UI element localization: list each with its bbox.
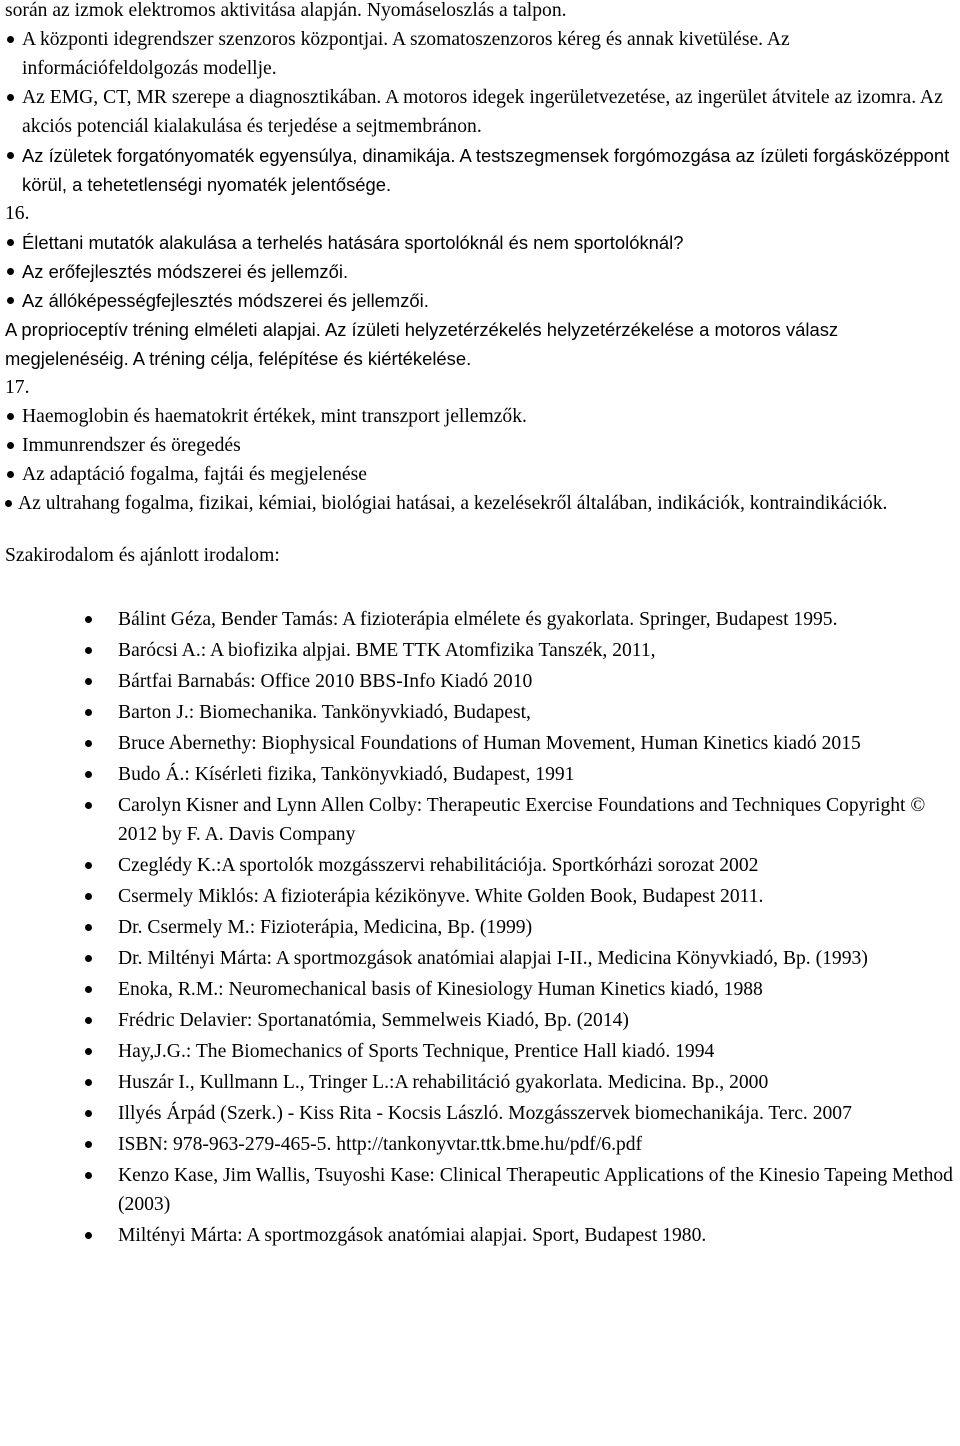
reference-item <box>0 1221 960 1250</box>
reference-text: Carolyn Kisner and Lynn Allen Colby: Therapeutic Exercise Foundations and Techniques Copyright © 2012 by F. A. Davis Company <box>118 795 926 845</box>
bullet-item <box>0 489 960 518</box>
bullet-icon <box>85 616 92 623</box>
bullet-icon <box>7 36 14 43</box>
reference-text: Frédric Delavier: Sportanatómia, Semmelweis Kiadó, Bp. (2014) <box>118 1010 629 1031</box>
bullet-icon <box>85 955 92 962</box>
bullet-icon <box>7 152 14 159</box>
bullet-icon <box>85 1048 92 1055</box>
bullet-icon <box>85 709 92 716</box>
reference-item <box>0 975 960 1004</box>
section-topics <box>0 0 960 518</box>
bullet-item <box>0 25 960 83</box>
reference-text: Bruce Abernethy: Biophysical Foundations of Human Movement, Human Kinetics kiadó 2015 <box>118 733 861 754</box>
reference-item <box>0 791 960 849</box>
bullet-item <box>0 141 960 199</box>
reference-text: Budo Á.: Kísérleti fizika, Tankönyvkiadó, Budapest, 1991 <box>118 764 575 785</box>
text-line: során az izmok elektromos aktivitása alapján. Nyomáseloszlás a talpon. <box>5 0 567 21</box>
reference-item <box>0 760 960 789</box>
section-number: 16. <box>5 203 30 224</box>
reference-item <box>0 636 960 665</box>
reference-text: Illyés Árpád (Szerk.) - Kiss Rita - Kocsis László. Mozgásszervek biomechanikája. Terc. 2007 <box>118 1103 852 1124</box>
reference-item <box>0 1099 960 1128</box>
reference-item <box>0 913 960 942</box>
bullet-item <box>0 257 960 286</box>
bullet-text: Az erőfejlesztés módszerei és jellemzői. <box>22 261 349 282</box>
bullet-icon <box>7 442 14 449</box>
bullet-icon <box>85 893 92 900</box>
bullet-icon <box>85 1079 92 1086</box>
bullet-icon <box>7 471 14 478</box>
section-number: 17. <box>5 377 30 398</box>
bullet-item <box>0 83 960 141</box>
reference-item <box>0 944 960 973</box>
reference-item <box>0 605 960 634</box>
bullet-item <box>0 228 960 257</box>
reference-text: Enoka, R.M.: Neuromechanical basis of Kinesiology Human Kinetics kiadó, 1988 <box>118 979 763 1000</box>
bullet-icon <box>85 924 92 931</box>
reference-item <box>0 667 960 696</box>
reference-item <box>0 1068 960 1097</box>
reference-text: ISBN: 978-963-279-465-5. http://tankonyvtar.ttk.bme.hu/pdf/6.pdf <box>118 1134 643 1155</box>
bullet-icon <box>7 268 14 275</box>
bullet-text: Az ízületek forgatónyomaték egyensúlya, dinamikája. A testszegmensek forgómozgása az ízületi forgásközéppont körül, a tehetetlenségi nyomaték jelentősége. <box>22 145 950 195</box>
bullet-item <box>0 402 960 431</box>
bullet-item <box>0 286 960 315</box>
bullet-text: Haemoglobin és haematokrit értékek, mint transzport jellemzők. <box>22 406 527 427</box>
reference-item <box>0 1006 960 1035</box>
reference-text: Dr. Miltényi Márta: A sportmozgások anatómiai alapjai I-II., Medicina Könyvkiadó, Bp. (1993) <box>118 948 868 969</box>
reference-item <box>0 698 960 727</box>
bullet-text: Élettani mutatók alakulása a terhelés hatására sportolóknál és nem sportolóknál? <box>22 232 684 253</box>
reference-text: Miltényi Márta: A sportmozgások anatómiai alapjai. Sport, Budapest 1980. <box>118 1225 707 1246</box>
text-line: A proprioceptív tréning elméleti alapjai. Az ízületi helyzetérzékelés helyzetérzékelése a motoros válasz megjelenéséig. A tréning célja, felépítése és kiértékelése. <box>5 319 839 369</box>
bullet-icon <box>7 239 14 246</box>
bullet-text: Az állóképességfejlesztés módszerei és jellemzői. <box>22 290 429 311</box>
reference-item <box>0 729 960 758</box>
bullet-text: Immunrendszer és öregedés <box>22 435 241 456</box>
bullet-item <box>0 460 960 489</box>
reference-item <box>0 882 960 911</box>
bullet-icon <box>85 986 92 993</box>
bullet-text: A központi idegrendszer szenzoros központjai. A szomatoszenzoros kéreg és annak kivetülése. Az információfeldolgozás modellje. <box>22 29 790 79</box>
bullet-icon <box>5 500 12 507</box>
reference-text: Bálint Géza, Bender Tamás: A fizioterápia elmélete és gyakorlata. Springer, Budapest 1995. <box>118 609 838 630</box>
bullet-icon <box>85 771 92 778</box>
references-list <box>0 605 960 1250</box>
bullet-icon <box>85 678 92 685</box>
bullet-icon <box>85 740 92 747</box>
bullet-icon <box>85 1017 92 1024</box>
references-heading: Szakirodalom és ajánlott irodalom: <box>5 545 280 566</box>
bullet-icon <box>85 1232 92 1239</box>
bullet-item <box>0 431 960 460</box>
reference-item <box>0 1037 960 1066</box>
reference-text: Huszár I., Kullmann L., Tringer L.:A rehabilitáció gyakorlata. Medicina. Bp., 2000 <box>118 1072 769 1093</box>
bullet-icon <box>85 862 92 869</box>
reference-text: Barton J.: Biomechanika. Tankönyvkiadó, Budapest, <box>118 702 531 723</box>
bullet-text: Az EMG, CT, MR szerepe a diagnosztikában. A motoros idegek ingerületvezetése, az ingerület átvitele az izomra. Az akciós potenciál kialakulása és terjedése a sejtmembránon. <box>22 87 943 137</box>
reference-text: Barócsi A.: A biofizika alpjai. BME TTK Atomfizika Tanszék, 2011, <box>118 640 656 661</box>
bullet-text: Az adaptáció fogalma, fajtái és megjelenése <box>22 464 367 485</box>
reference-item <box>0 1130 960 1159</box>
reference-text: Kenzo Kase, Jim Wallis, Tsuyoshi Kase: Clinical Therapeutic Applications of the Kinesio Tapeing Method (2003) <box>118 1165 953 1215</box>
reference-item <box>0 1161 960 1219</box>
bullet-icon <box>7 94 14 101</box>
reference-item <box>0 851 960 880</box>
reference-text: Hay,J.G.: The Biomechanics of Sports Technique, Prentice Hall kiadó. 1994 <box>118 1041 715 1062</box>
bullet-text: Az ultrahang fogalma, fizikai, kémiai, biológiai hatásai, a kezelésekről általában, indikációk, kontraindikációk. <box>18 493 888 514</box>
bullet-icon <box>85 1172 92 1179</box>
bullet-icon <box>7 413 14 420</box>
reference-text: Csermely Miklós: A fizioterápia kézikönyve. White Golden Book, Budapest 2011. <box>118 886 764 907</box>
reference-text: Czeglédy K.:A sportolók mozgásszervi rehabilitációja. Sportkórházi sorozat 2002 <box>118 855 759 876</box>
bullet-icon <box>85 647 92 654</box>
bullet-icon <box>85 802 92 809</box>
reference-text: Dr. Csermely M.: Fizioterápia, Medicina, Bp. (1999) <box>118 917 533 938</box>
bullet-icon <box>85 1141 92 1148</box>
bullet-icon <box>85 1110 92 1117</box>
reference-text: Bártfai Barnabás: Office 2010 BBS-Info Kiadó 2010 <box>118 671 533 692</box>
bullet-icon <box>7 297 14 304</box>
